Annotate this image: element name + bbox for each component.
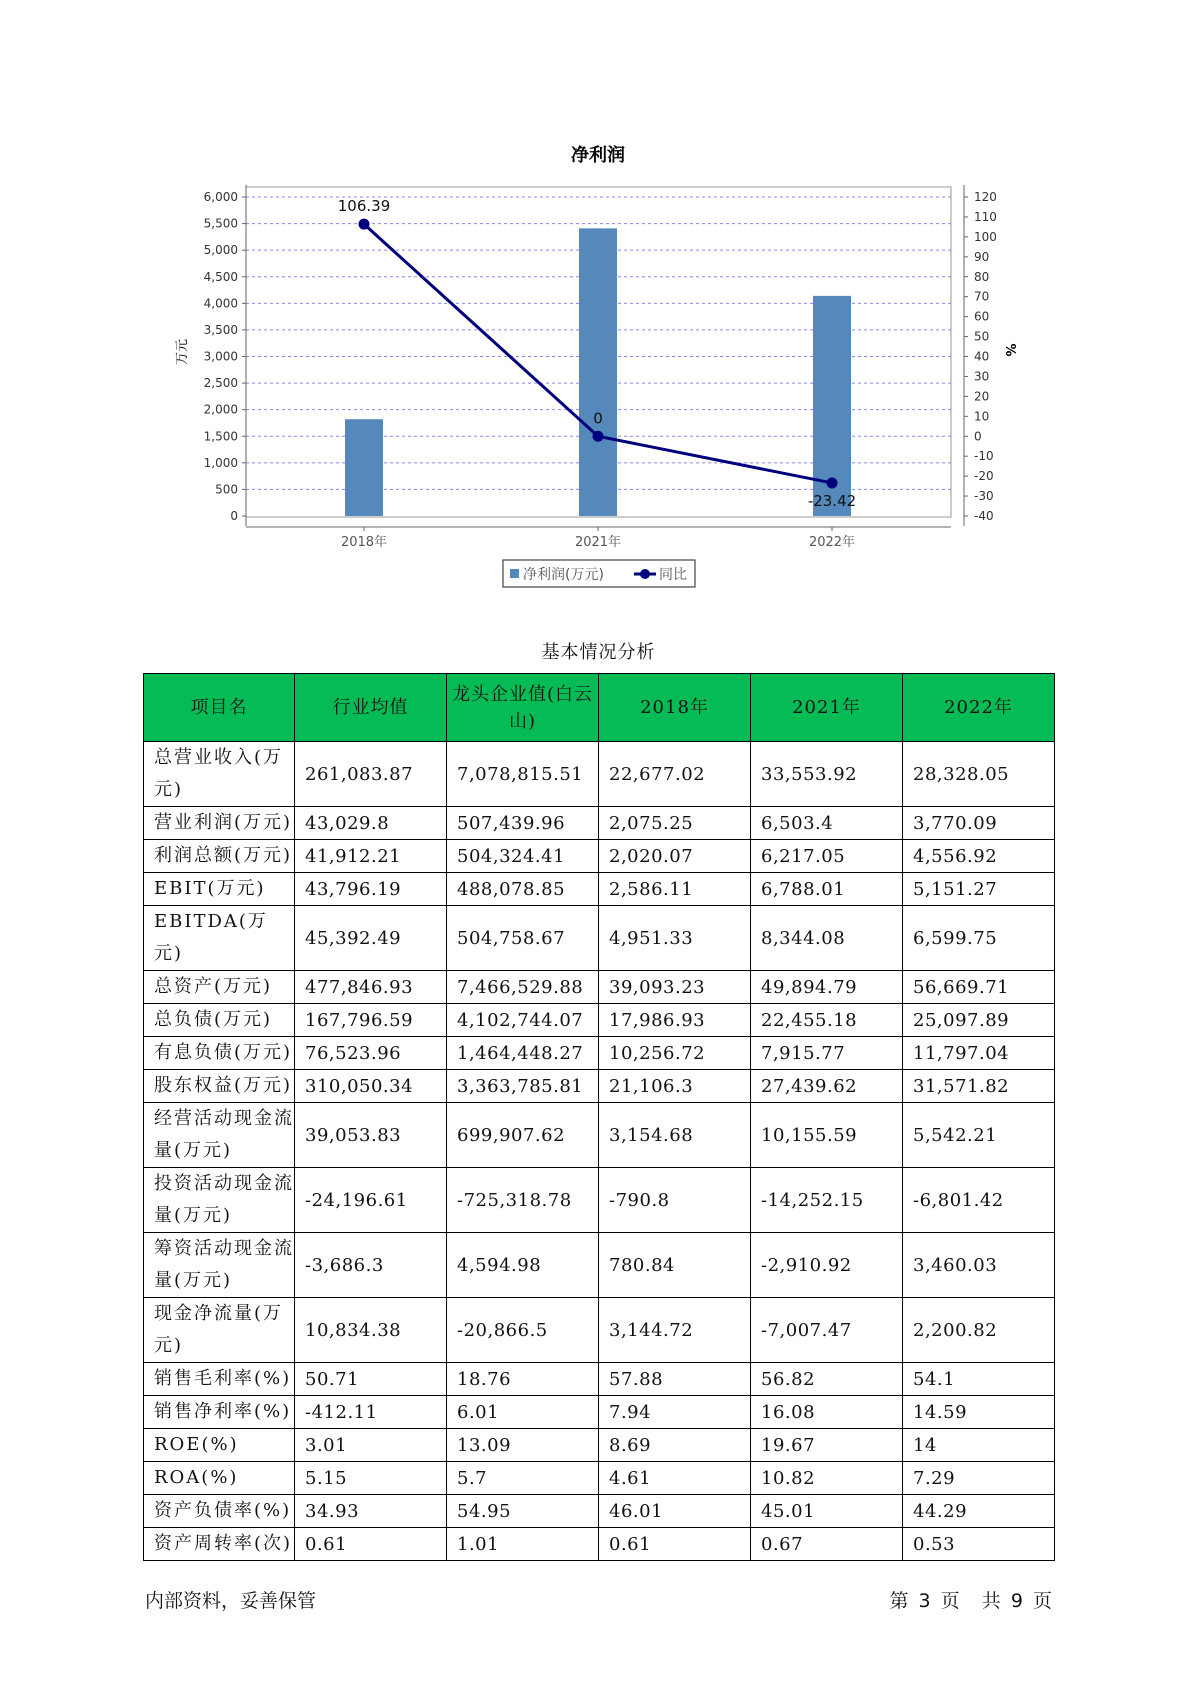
header-year-2021: 2021年 xyxy=(751,674,903,742)
net-profit-bar xyxy=(579,228,617,516)
legend-line-marker xyxy=(640,569,650,579)
row-value: 45.01 xyxy=(751,1495,903,1528)
yoy-data-label: 106.39 xyxy=(337,197,391,216)
y-axis-label: 万元 xyxy=(175,338,190,366)
table-row xyxy=(144,1429,1055,1462)
y2-tick-label: 60 xyxy=(974,309,990,324)
row-value: 7,915.77 xyxy=(751,1037,903,1070)
row-value: 3,363,785.81 xyxy=(447,1070,599,1103)
row-value: 7.29 xyxy=(903,1462,1055,1495)
row-value: 22,677.02 xyxy=(599,742,751,807)
row-value: 261,083.87 xyxy=(295,742,447,807)
row-value: 3,154.68 xyxy=(599,1103,751,1168)
legend-bar-label: 净利润(万元) xyxy=(523,567,604,583)
row-value: 4,556.92 xyxy=(903,840,1055,873)
row-value: 7,078,815.51 xyxy=(447,742,599,807)
row-value: 34.93 xyxy=(295,1495,447,1528)
row-value: 507,439.96 xyxy=(447,807,599,840)
y-tick-label: 0 xyxy=(230,509,238,523)
row-value: 17,986.93 xyxy=(599,1004,751,1037)
row-value: -20,866.5 xyxy=(447,1298,599,1363)
y2-tick-label: -10 xyxy=(974,449,994,464)
table-row xyxy=(144,1363,1055,1396)
row-value: 39,093.23 xyxy=(599,971,751,1004)
row-value: 3.01 xyxy=(295,1429,447,1462)
chart-legend xyxy=(503,560,695,587)
yoy-point xyxy=(359,219,370,230)
table-row xyxy=(144,1298,1055,1363)
row-value: 41,912.21 xyxy=(295,840,447,873)
table-row xyxy=(144,1037,1055,1070)
page-prefix: 第 xyxy=(889,1590,909,1612)
y-tick-label: 5,500 xyxy=(203,216,238,231)
row-value: 2,200.82 xyxy=(903,1298,1055,1363)
row-value: -412.11 xyxy=(295,1396,447,1429)
row-label: 利润总额(万元) xyxy=(144,840,295,873)
y2-tick-label: -30 xyxy=(974,489,994,504)
row-value: 14.59 xyxy=(903,1396,1055,1429)
row-value: 780.84 xyxy=(599,1233,751,1298)
row-label: 营业利润(万元) xyxy=(144,807,295,840)
row-value: 2,075.25 xyxy=(599,807,751,840)
table-row xyxy=(144,873,1055,906)
row-label: 有息负债(万元) xyxy=(144,1037,295,1070)
row-value: 5,542.21 xyxy=(903,1103,1055,1168)
x-tick-label: 2018年 xyxy=(340,535,388,550)
row-label: EBIT(万元) xyxy=(144,873,295,906)
row-value: 488,078.85 xyxy=(447,873,599,906)
table-row xyxy=(144,1168,1055,1233)
legend-line-label: 同比 xyxy=(659,567,687,583)
row-value: 7.94 xyxy=(599,1396,751,1429)
row-label: 投资活动现金流量(万元) xyxy=(144,1168,295,1233)
row-value: 43,796.19 xyxy=(295,873,447,906)
table-row xyxy=(144,1004,1055,1037)
table-row xyxy=(144,1233,1055,1298)
y2-tick-label: 100 xyxy=(974,229,997,244)
row-value: 19.67 xyxy=(751,1429,903,1462)
row-value: -725,318.78 xyxy=(447,1168,599,1233)
row-value: 3,770.09 xyxy=(903,807,1055,840)
page-total: 9 xyxy=(1010,1590,1023,1612)
row-value: 49,894.79 xyxy=(751,971,903,1004)
row-label: 总营业收入(万元) xyxy=(144,742,295,807)
row-value: 4,951.33 xyxy=(599,906,751,971)
row-label: 总负债(万元) xyxy=(144,1004,295,1037)
row-label: 资产负债率(%) xyxy=(144,1495,295,1528)
row-value: 18.76 xyxy=(447,1363,599,1396)
row-value: 6,599.75 xyxy=(903,906,1055,971)
page-total-unit: 页 xyxy=(1032,1590,1052,1612)
table-row xyxy=(144,1528,1055,1561)
row-label: 销售毛利率(%) xyxy=(144,1363,295,1396)
row-value: 5.15 xyxy=(295,1462,447,1495)
row-value: 4,102,744.07 xyxy=(447,1004,599,1037)
y2-tick-label: 110 xyxy=(974,209,997,224)
row-value: 699,907.62 xyxy=(447,1103,599,1168)
row-value: 167,796.59 xyxy=(295,1004,447,1037)
table-row xyxy=(144,906,1055,971)
table-row xyxy=(144,840,1055,873)
row-value: 43,029.8 xyxy=(295,807,447,840)
row-value: 4.61 xyxy=(599,1462,751,1495)
y2-tick-label: 50 xyxy=(974,329,990,344)
row-value: 8,344.08 xyxy=(751,906,903,971)
row-label: 总资产(万元) xyxy=(144,971,295,1004)
row-label: ROE(%) xyxy=(144,1429,295,1462)
table-caption: 基本情况分析 xyxy=(541,642,656,663)
row-value: -790.8 xyxy=(599,1168,751,1233)
row-label: 现金净流量(万元) xyxy=(144,1298,295,1363)
y2-axis-label: % xyxy=(1002,343,1017,357)
y2-tick-label: 90 xyxy=(974,249,990,264)
y-tick-label: 6,000 xyxy=(203,190,238,204)
row-value: -7,007.47 xyxy=(751,1298,903,1363)
table-row xyxy=(144,1103,1055,1168)
row-value: 504,324.41 xyxy=(447,840,599,873)
y2-tick-label: 30 xyxy=(974,369,990,384)
y-tick-label: 5,000 xyxy=(203,243,238,258)
header-leader-value: 龙头企业值(白云山) xyxy=(447,674,599,742)
table-row xyxy=(144,1070,1055,1103)
row-value: 310,050.34 xyxy=(295,1070,447,1103)
table-header-row xyxy=(144,674,1055,742)
row-value: 3,460.03 xyxy=(903,1233,1055,1298)
row-value: 0.61 xyxy=(599,1528,751,1561)
chart-title: 净利润 xyxy=(571,145,625,166)
footer-note: 内部资料，妥善保管 xyxy=(145,1590,317,1612)
row-value: 0.67 xyxy=(751,1528,903,1561)
row-value: 46.01 xyxy=(599,1495,751,1528)
table-row xyxy=(144,1462,1055,1495)
row-label: 经营活动现金流量(万元) xyxy=(144,1103,295,1168)
table-row xyxy=(144,742,1055,807)
row-value: 57.88 xyxy=(599,1363,751,1396)
row-value: 0.53 xyxy=(903,1528,1055,1561)
row-value: 10.82 xyxy=(751,1462,903,1495)
row-value: 10,155.59 xyxy=(751,1103,903,1168)
y2-tick-label: 40 xyxy=(974,349,990,364)
row-value: 504,758.67 xyxy=(447,906,599,971)
row-value: 10,256.72 xyxy=(599,1037,751,1070)
row-value: 7,466,529.88 xyxy=(447,971,599,1004)
y-tick-label: 3,000 xyxy=(203,349,238,364)
row-value: 27,439.62 xyxy=(751,1070,903,1103)
yoy-data-label: -23.42 xyxy=(807,491,857,510)
row-value: 28,328.05 xyxy=(903,742,1055,807)
y-tick-label: 2,000 xyxy=(203,402,238,417)
y2-tick-label: 120 xyxy=(974,190,997,204)
row-value: 8.69 xyxy=(599,1429,751,1462)
y-tick-label: 4,500 xyxy=(203,269,238,284)
table-row xyxy=(144,807,1055,840)
row-value: 10,834.38 xyxy=(295,1298,447,1363)
table-row xyxy=(144,971,1055,1004)
row-value: 13.09 xyxy=(447,1429,599,1462)
row-value: -3,686.3 xyxy=(295,1233,447,1298)
row-value: -14,252.15 xyxy=(751,1168,903,1233)
y2-tick-label: -20 xyxy=(974,469,994,484)
y-tick-label: 1,000 xyxy=(203,455,238,470)
y-tick-label: 1,500 xyxy=(203,429,238,444)
y-tick-label: 2,500 xyxy=(203,376,238,391)
row-label: ROA(%) xyxy=(144,1462,295,1495)
row-value: 76,523.96 xyxy=(295,1037,447,1070)
y-tick-label: 3,500 xyxy=(203,322,238,337)
row-label: EBITDA(万元) xyxy=(144,906,295,971)
row-value: 50.71 xyxy=(295,1363,447,1396)
row-value: 2,586.11 xyxy=(599,873,751,906)
row-value: 14 xyxy=(903,1429,1055,1462)
basic-analysis-table xyxy=(143,673,1055,1561)
row-value: 25,097.89 xyxy=(903,1004,1055,1037)
row-value: 1.01 xyxy=(447,1528,599,1561)
net-profit-bar xyxy=(345,419,383,516)
header-item-name: 项目名 xyxy=(144,674,295,742)
x-tick-label: 2021年 xyxy=(574,535,622,550)
row-value: 22,455.18 xyxy=(751,1004,903,1037)
row-value: 33,553.92 xyxy=(751,742,903,807)
row-value: 31,571.82 xyxy=(903,1070,1055,1103)
y2-tick-label: 20 xyxy=(974,389,990,404)
row-value: 6,788.01 xyxy=(751,873,903,906)
yoy-point xyxy=(827,477,838,488)
page-unit: 页 xyxy=(940,1590,960,1612)
row-value: -6,801.42 xyxy=(903,1168,1055,1233)
table-row xyxy=(144,1396,1055,1429)
row-value: 6.01 xyxy=(447,1396,599,1429)
row-value: 6,503.4 xyxy=(751,807,903,840)
row-value: 4,594.98 xyxy=(447,1233,599,1298)
row-value: -2,910.92 xyxy=(751,1233,903,1298)
page-number xyxy=(887,1588,1054,1614)
y-tick-label: 500 xyxy=(215,482,238,497)
y2-tick-label: 70 xyxy=(974,289,990,304)
row-value: 5.7 xyxy=(447,1462,599,1495)
row-value: 1,464,448.27 xyxy=(447,1037,599,1070)
row-value: 477,846.93 xyxy=(295,971,447,1004)
header-year-2022: 2022年 xyxy=(903,674,1055,742)
row-value: 39,053.83 xyxy=(295,1103,447,1168)
y2-tick-label: 10 xyxy=(974,409,990,424)
y2-tick-label: 0 xyxy=(974,429,982,444)
y2-tick-label: -40 xyxy=(974,509,994,523)
row-value: 56.82 xyxy=(751,1363,903,1396)
row-value: 54.1 xyxy=(903,1363,1055,1396)
row-value: 56,669.71 xyxy=(903,971,1055,1004)
row-value: 21,106.3 xyxy=(599,1070,751,1103)
y2-tick-label: 80 xyxy=(974,269,990,284)
page-current: 3 xyxy=(918,1590,931,1612)
row-value: 5,151.27 xyxy=(903,873,1055,906)
net-profit-chart xyxy=(0,0,1191,600)
row-value: 11,797.04 xyxy=(903,1037,1055,1070)
row-value: 6,217.05 xyxy=(751,840,903,873)
page-total-prefix: 共 xyxy=(981,1590,1001,1612)
table-row xyxy=(144,1495,1055,1528)
row-label: 销售净利率(%) xyxy=(144,1396,295,1429)
header-year-2018: 2018年 xyxy=(599,674,751,742)
row-label: 筹资活动现金流量(万元) xyxy=(144,1233,295,1298)
header-industry-average: 行业均值 xyxy=(295,674,447,742)
row-value: 0.61 xyxy=(295,1528,447,1561)
legend-bar-swatch xyxy=(510,569,519,578)
row-label: 股东权益(万元) xyxy=(144,1070,295,1103)
row-value: 45,392.49 xyxy=(295,906,447,971)
y-tick-label: 4,000 xyxy=(203,296,238,311)
row-value: 16.08 xyxy=(751,1396,903,1429)
row-value: 3,144.72 xyxy=(599,1298,751,1363)
yoy-point xyxy=(593,431,604,442)
row-value: 2,020.07 xyxy=(599,840,751,873)
row-value: 44.29 xyxy=(903,1495,1055,1528)
row-label: 资产周转率(次) xyxy=(144,1528,295,1561)
yoy-data-label: 0 xyxy=(593,409,603,428)
row-value: -24,196.61 xyxy=(295,1168,447,1233)
row-value: 54.95 xyxy=(447,1495,599,1528)
table-body xyxy=(144,742,1055,1561)
x-tick-label: 2022年 xyxy=(808,535,856,550)
